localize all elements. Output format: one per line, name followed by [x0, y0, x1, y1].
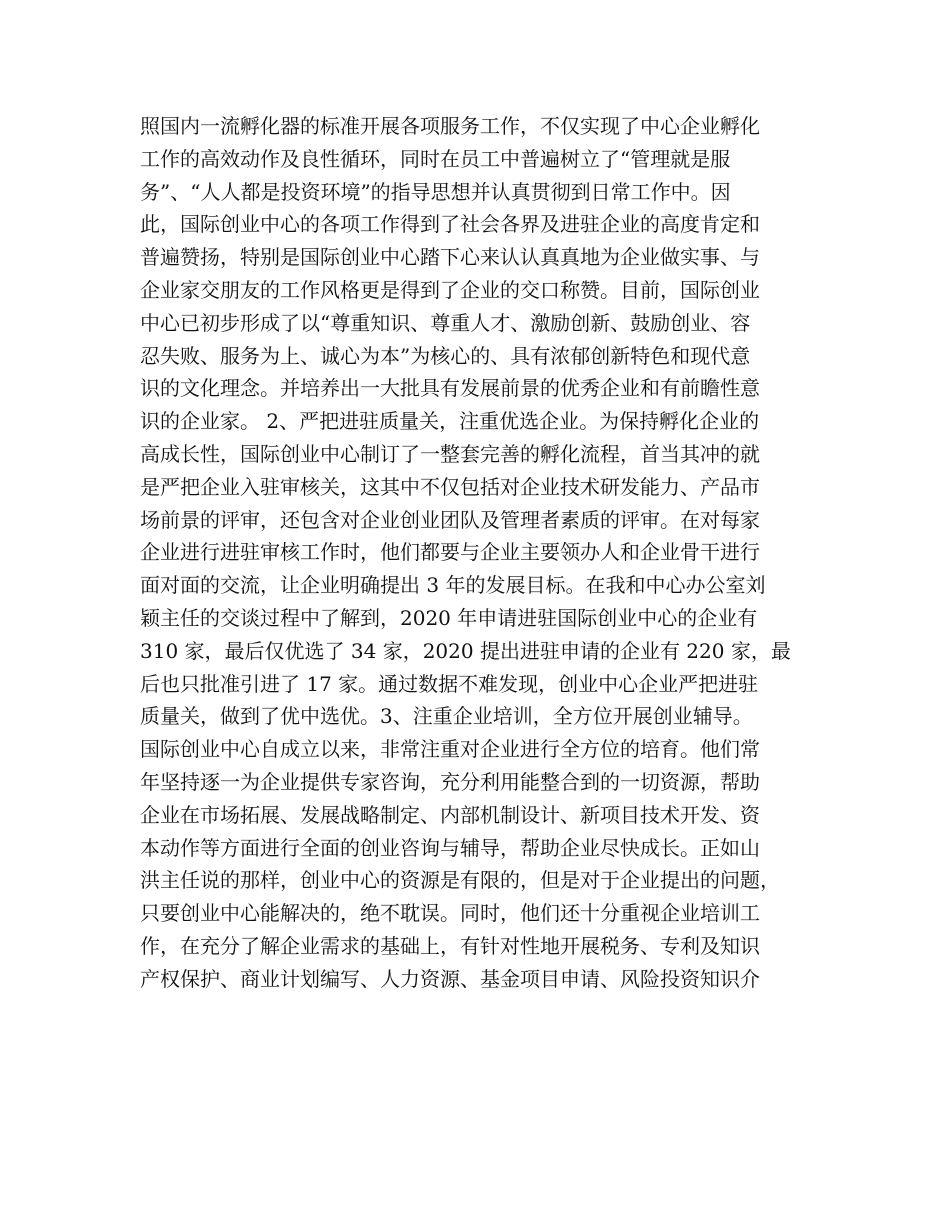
text-line: 年坚持逐一为企业提供专家咨询，充分利用能整合到的一切资源，帮助	[140, 769, 760, 794]
text-line: 只要创业中心能解决的，绝不耽误。同时，他们还十分重视企业培训工	[140, 901, 760, 926]
text-line: 忍失败、服务为上、诚心为本”为核心的、具有浓郁创新特色和现代意	[140, 343, 751, 368]
text-line: 产权保护、商业计划编写、人力资源、基金项目申请、风险投资知识介	[140, 966, 760, 991]
text-line: 企业进行进驻审核工作时，他们都要与企业主要领办人和企业骨干进行	[140, 540, 760, 565]
text-line: 务”、“人人都是投资环境”的指导思想并认真贯彻到日常工作中。因	[140, 179, 731, 204]
text-line: 此，国际创业中心的各项工作得到了社会各界及进驻企业的高度肯定和	[140, 212, 760, 237]
text-line: 面对面的交流，让企业明确提出 3 年的发展目标。在我和中心办公室刘	[140, 573, 766, 598]
text-line: 是严把企业入驻审核关，这其中不仅包括对企业技术研发能力、产品市	[140, 474, 760, 499]
text-line: 洪主任说的那样，创业中心的资源是有限的，但是对于企业提出的问题，	[140, 868, 780, 893]
text-line: 中心已初步形成了以“尊重知识、尊重人才、激励创新、鼓励创业、容	[140, 310, 751, 335]
text-line: 本动作等方面进行全面的创业咨询与辅导，帮助企业尽快成长。正如山	[140, 835, 760, 860]
text-line: 国际创业中心自成立以来，非常注重对企业进行全方位的培育。他们常	[140, 737, 760, 762]
text-line: 作，在充分了解企业需求的基础上，有针对性地开展税务、专利及知识	[140, 933, 760, 958]
text-line: 颖主任的交谈过程中了解到，2020 年申请进驻国际创业中心的企业有	[140, 605, 758, 630]
text-line: 高成长性，国际创业中心制订了一整套完善的孵化流程，首当其冲的就	[140, 441, 760, 466]
text-line: 企业在市场拓展、发展战略制定、内部机制设计、新项目技术开发、资	[140, 802, 760, 827]
text-line: 质量关，做到了优中选优。3、注重企业培训，全方位开展创业辅导。	[140, 704, 753, 729]
text-line: 普遍赞扬，特别是国际创业中心踏下心来认认真真地为企业做实事、与	[140, 245, 760, 270]
text-line: 照国内一流孵化器的标准开展各项服务工作，不仅实现了中心企业孵化	[140, 114, 760, 138]
text-line: 企业家交朋友的工作风格更是得到了企业的交口称赞。目前，国际创业	[140, 277, 760, 302]
text-line: 场前景的评审，还包含对企业创业团队及管理者素质的评审。在对每家	[140, 507, 760, 532]
text-line: 后也只批准引进了 17 家。通过数据不难发现，创业中心企业严把进驻	[140, 671, 759, 696]
text-line: 识的企业家。 2、严把进驻质量关，注重优选企业。为保持孵化企业的	[140, 409, 760, 434]
text-line: 识的文化理念。并培养出一大批具有发展前景的优秀企业和有前瞻性意	[140, 376, 760, 401]
body-text	[140, 110, 830, 996]
text-line: 310 家，最后仅优选了 34 家，2020 提出进驻申请的企业有 220 家，最	[140, 638, 791, 663]
text-line: 工作的高效动作及良性循环，同时在员工中普遍树立了“管理就是服	[140, 146, 731, 171]
